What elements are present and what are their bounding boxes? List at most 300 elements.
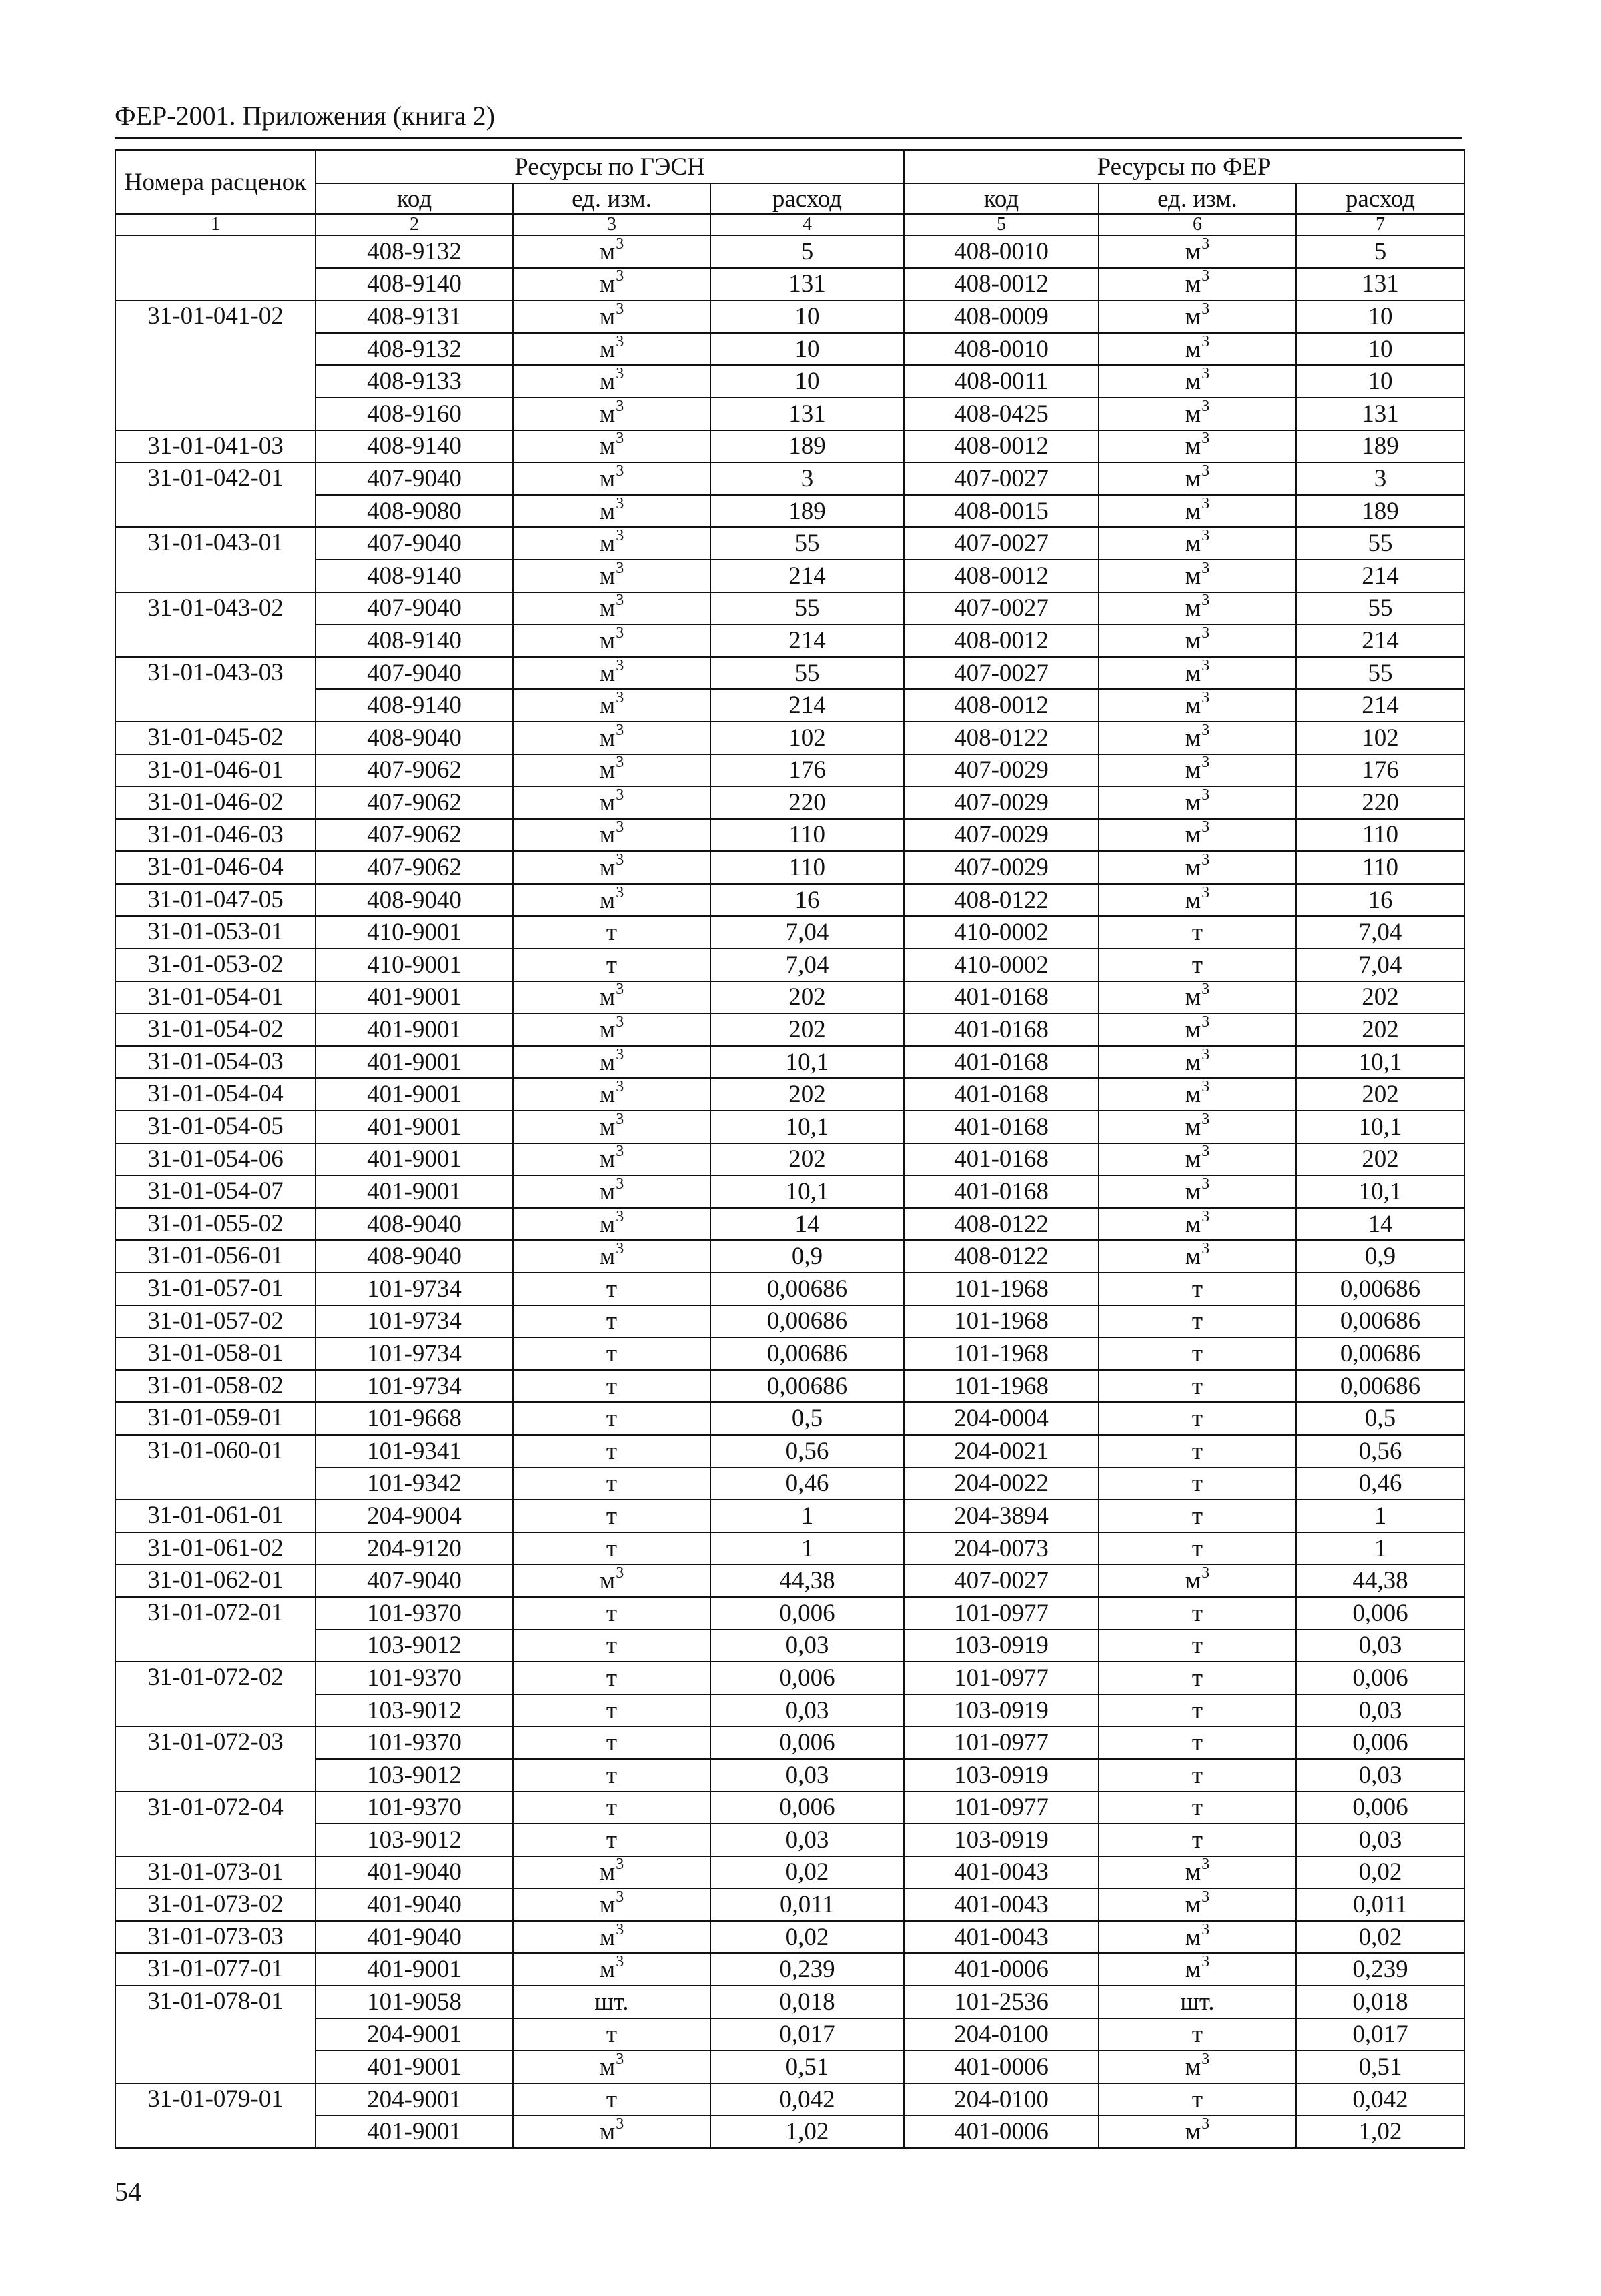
cell-fer-consumption: 7,04 bbox=[1296, 916, 1464, 949]
cell-gesn-consumption: 176 bbox=[710, 754, 904, 787]
table-row bbox=[115, 1759, 1464, 1792]
cell-fer-unit: т bbox=[1099, 2083, 1296, 2116]
cell-fer-unit: $м^3$ bbox=[1099, 592, 1296, 625]
table-row bbox=[115, 657, 1464, 690]
cell-fer-unit: т bbox=[1099, 1370, 1296, 1403]
cell-fer-consumption: 202 bbox=[1296, 981, 1464, 1014]
cell-gesn-consumption: 14 bbox=[710, 1208, 904, 1241]
cell-gesn-consumption: 1,02 bbox=[710, 2115, 904, 2148]
unit-exponent: 3 bbox=[1201, 494, 1210, 512]
cell-gesn-consumption: 189 bbox=[710, 495, 904, 528]
cell-fer-unit: $м^3$ bbox=[1099, 851, 1296, 884]
unit-exponent: 3 bbox=[616, 559, 624, 577]
unit-exponent: 3 bbox=[616, 721, 624, 739]
cell-gesn-consumption: 0,006 bbox=[710, 1597, 904, 1630]
cell-fer-consumption: 10,1 bbox=[1296, 1175, 1464, 1208]
cell-fer-code: 103-0919 bbox=[904, 1824, 1099, 1856]
table-row bbox=[115, 1435, 1464, 1468]
cell-fer-code: 408-0012 bbox=[904, 560, 1099, 592]
col-index: 6 bbox=[1099, 214, 1296, 235]
unit-exponent: 3 bbox=[616, 267, 624, 285]
cell-gesn-unit: т bbox=[513, 1337, 710, 1370]
cell-fer-consumption: 0,02 bbox=[1296, 1921, 1464, 1954]
cell-gesn-unit: т bbox=[513, 1305, 710, 1338]
cell-fer-code: 101-1968 bbox=[904, 1305, 1099, 1338]
cell-fer-code: 401-0006 bbox=[904, 2115, 1099, 2148]
cell-fer-consumption: 202 bbox=[1296, 1078, 1464, 1111]
cell-fer-unit: т bbox=[1099, 1305, 1296, 1338]
cell-gesn-consumption: 110 bbox=[710, 851, 904, 884]
cell-gesn-unit: $м^3$ bbox=[513, 2115, 710, 2148]
cell-fer-code: 410-0002 bbox=[904, 949, 1099, 981]
table-row bbox=[115, 1986, 1464, 2019]
cell-fer-code: 401-0043 bbox=[904, 1856, 1099, 1889]
cell-fer-consumption: 10 bbox=[1296, 300, 1464, 333]
unit-exponent: 3 bbox=[616, 592, 624, 610]
cell-gesn-code: 408-9132 bbox=[316, 333, 513, 366]
cell-fer-consumption: 102 bbox=[1296, 722, 1464, 754]
unit-exponent: 3 bbox=[616, 818, 624, 836]
cell-fer-code: 408-0010 bbox=[904, 235, 1099, 268]
cell-gesn-consumption: 202 bbox=[710, 1013, 904, 1046]
cell-gesn-unit: $м^3$ bbox=[513, 1921, 710, 1954]
cell-fer-unit: $м^3$ bbox=[1099, 300, 1296, 333]
cell-rate-number: 31-01-045-02 bbox=[115, 722, 316, 754]
table-row bbox=[115, 527, 1464, 560]
unit-exponent: 3 bbox=[616, 397, 624, 415]
cell-gesn-unit: $м^3$ bbox=[513, 754, 710, 787]
cell-gesn-consumption: 0,03 bbox=[710, 1759, 904, 1792]
cell-rate-number: 31-01-054-02 bbox=[115, 1013, 316, 1046]
cell-rate-number: 31-01-061-02 bbox=[115, 1532, 316, 1565]
cell-fer-code: 401-0168 bbox=[904, 981, 1099, 1014]
cell-fer-unit: т bbox=[1099, 1273, 1296, 1305]
unit-exponent: 3 bbox=[616, 1175, 624, 1193]
unit-exponent: 3 bbox=[616, 1240, 624, 1258]
cell-fer-unit: $м^3$ bbox=[1099, 2115, 1296, 2148]
header-rule bbox=[115, 137, 1462, 139]
cell-rate-number: 31-01-043-03 bbox=[115, 657, 316, 722]
cell-rate-number: 31-01-061-01 bbox=[115, 1500, 316, 1532]
cell-gesn-unit: т bbox=[513, 949, 710, 981]
cell-rate-number: 31-01-072-04 bbox=[115, 1792, 316, 1856]
col-header-fer-code: код bbox=[904, 183, 1099, 214]
cell-gesn-unit: т bbox=[513, 1792, 710, 1824]
unit-exponent: 3 bbox=[1201, 1920, 1210, 1938]
cell-fer-unit: $м^3$ bbox=[1099, 1856, 1296, 1889]
unit-exponent: 3 bbox=[616, 235, 624, 253]
cell-gesn-code: 407-9062 bbox=[316, 819, 513, 852]
cell-fer-consumption: 14 bbox=[1296, 1208, 1464, 1241]
cell-gesn-consumption: 0,00686 bbox=[710, 1305, 904, 1338]
cell-gesn-unit: $м^3$ bbox=[513, 851, 710, 884]
cell-rate-number: 31-01-043-01 bbox=[115, 527, 316, 592]
cell-fer-consumption: 0,006 bbox=[1296, 1726, 1464, 1759]
cell-fer-consumption: 220 bbox=[1296, 786, 1464, 819]
cell-gesn-unit: т bbox=[513, 1273, 710, 1305]
cell-gesn-code: 408-9140 bbox=[316, 560, 513, 592]
cell-gesn-unit: $м^3$ bbox=[513, 560, 710, 592]
unit-exponent: 3 bbox=[616, 981, 624, 999]
cell-fer-consumption: 0,00686 bbox=[1296, 1305, 1464, 1338]
cell-fer-code: 401-0168 bbox=[904, 1175, 1099, 1208]
cell-fer-unit: т bbox=[1099, 1468, 1296, 1500]
cell-fer-unit: $м^3$ bbox=[1099, 1143, 1296, 1176]
cell-gesn-consumption: 214 bbox=[710, 689, 904, 722]
cell-fer-code: 401-0168 bbox=[904, 1013, 1099, 1046]
cell-fer-consumption: 0,56 bbox=[1296, 1435, 1464, 1468]
cell-rate-number: 31-01-057-02 bbox=[115, 1305, 316, 1338]
cell-fer-code: 401-0168 bbox=[904, 1143, 1099, 1176]
cell-fer-code: 407-0027 bbox=[904, 592, 1099, 625]
cell-gesn-code: 408-9040 bbox=[316, 1240, 513, 1273]
cell-fer-unit: т bbox=[1099, 1435, 1296, 1468]
cell-gesn-code: 407-9062 bbox=[316, 754, 513, 787]
table-row bbox=[115, 1856, 1464, 1889]
cell-gesn-consumption: 0,03 bbox=[710, 1694, 904, 1727]
cell-gesn-code: 101-9058 bbox=[316, 1986, 513, 2019]
table-row bbox=[115, 1013, 1464, 1046]
unit-exponent: 3 bbox=[1201, 689, 1210, 707]
cell-fer-unit: $м^3$ bbox=[1099, 430, 1296, 463]
cell-rate-number: 31-01-043-02 bbox=[115, 592, 316, 657]
cell-fer-unit: $м^3$ bbox=[1099, 884, 1296, 917]
table-row bbox=[115, 624, 1464, 657]
table-row bbox=[115, 916, 1464, 949]
unit-exponent: 3 bbox=[1201, 2115, 1210, 2133]
unit-exponent: 3 bbox=[1201, 786, 1210, 804]
cell-rate-number: 31-01-046-01 bbox=[115, 754, 316, 787]
table-row bbox=[115, 1240, 1464, 1273]
unit-exponent: 3 bbox=[1201, 721, 1210, 739]
table-row bbox=[115, 1370, 1464, 1403]
cell-gesn-consumption: 10 bbox=[710, 300, 904, 333]
cell-fer-code: 408-0012 bbox=[904, 268, 1099, 301]
cell-fer-code: 101-0977 bbox=[904, 1726, 1099, 1759]
cell-fer-consumption: 10,1 bbox=[1296, 1111, 1464, 1143]
cell-gesn-unit: $м^3$ bbox=[513, 1013, 710, 1046]
col-index: 2 bbox=[316, 214, 513, 235]
cell-rate-number: 31-01-073-02 bbox=[115, 1888, 316, 1921]
cell-fer-code: 407-0027 bbox=[904, 527, 1099, 560]
cell-gesn-unit: $м^3$ bbox=[513, 1240, 710, 1273]
cell-gesn-unit: $м^3$ bbox=[513, 430, 710, 463]
cell-gesn-consumption: 0,5 bbox=[710, 1402, 904, 1435]
cell-rate-number: 31-01-054-01 bbox=[115, 981, 316, 1014]
unit-exponent: 3 bbox=[616, 1045, 624, 1063]
cell-fer-consumption: 1,02 bbox=[1296, 2115, 1464, 2148]
table-row bbox=[115, 1726, 1464, 1759]
cell-fer-code: 401-0043 bbox=[904, 1921, 1099, 1954]
cell-fer-unit: $м^3$ bbox=[1099, 527, 1296, 560]
cell-fer-unit: $м^3$ bbox=[1099, 365, 1296, 398]
col-header-fer-consumption: расход bbox=[1296, 183, 1464, 214]
cell-fer-code: 408-0425 bbox=[904, 398, 1099, 430]
cell-fer-unit: $м^3$ bbox=[1099, 1888, 1296, 1921]
cell-fer-unit: т bbox=[1099, 949, 1296, 981]
unit-exponent: 3 bbox=[616, 1013, 624, 1031]
cell-rate-number: 31-01-054-06 bbox=[115, 1143, 316, 1176]
cell-gesn-unit: т bbox=[513, 2083, 710, 2116]
cell-gesn-consumption: 16 bbox=[710, 884, 904, 917]
cell-gesn-unit: т bbox=[513, 1532, 710, 1565]
cell-gesn-unit: $м^3$ bbox=[513, 1953, 710, 1986]
cell-fer-code: 103-0919 bbox=[904, 1694, 1099, 1727]
cell-gesn-unit: $м^3$ bbox=[513, 268, 710, 301]
table-row bbox=[115, 1662, 1464, 1694]
table-row bbox=[115, 2051, 1464, 2083]
cell-gesn-consumption: 202 bbox=[710, 1078, 904, 1111]
unit-exponent: 3 bbox=[1201, 981, 1210, 999]
table-row bbox=[115, 333, 1464, 366]
cell-rate-number: 31-01-054-04 bbox=[115, 1078, 316, 1111]
cell-fer-code: 407-0027 bbox=[904, 657, 1099, 690]
cell-gesn-consumption: 0,006 bbox=[710, 1662, 904, 1694]
cell-fer-code: 204-0021 bbox=[904, 1435, 1099, 1468]
table-row bbox=[115, 1468, 1464, 1500]
table-row bbox=[115, 2115, 1464, 2148]
cell-fer-consumption: 0,03 bbox=[1296, 1694, 1464, 1727]
cell-fer-unit: т bbox=[1099, 1759, 1296, 1792]
cell-fer-code: 407-0027 bbox=[904, 462, 1099, 495]
cell-gesn-code: 408-9133 bbox=[316, 365, 513, 398]
cell-gesn-unit: т bbox=[513, 1370, 710, 1403]
unit-exponent: 3 bbox=[616, 1564, 624, 1582]
unit-exponent: 3 bbox=[616, 1856, 624, 1874]
cell-gesn-code: 401-9001 bbox=[316, 1078, 513, 1111]
cell-fer-unit: т bbox=[1099, 1500, 1296, 1532]
cell-gesn-unit: т bbox=[513, 1630, 710, 1662]
cell-gesn-unit: т bbox=[513, 916, 710, 949]
cell-gesn-consumption: 202 bbox=[710, 1143, 904, 1176]
cell-gesn-code: 410-9001 bbox=[316, 949, 513, 981]
cell-gesn-code: 103-9012 bbox=[316, 1759, 513, 1792]
cell-gesn-unit: $м^3$ bbox=[513, 235, 710, 268]
cell-rate-number: 31-01-041-03 bbox=[115, 430, 316, 463]
table-row bbox=[115, 398, 1464, 430]
cell-gesn-consumption: 1 bbox=[710, 1500, 904, 1532]
unit-exponent: 3 bbox=[1201, 430, 1210, 448]
cell-fer-unit: т bbox=[1099, 1402, 1296, 1435]
cell-gesn-consumption: 7,04 bbox=[710, 916, 904, 949]
cell-gesn-unit: $м^3$ bbox=[513, 495, 710, 528]
cell-gesn-code: 101-9370 bbox=[316, 1726, 513, 1759]
cell-gesn-code: 101-9370 bbox=[316, 1662, 513, 1694]
cell-fer-code: 401-0168 bbox=[904, 1111, 1099, 1143]
cell-fer-code: 101-0977 bbox=[904, 1662, 1099, 1694]
cell-gesn-code: 101-9734 bbox=[316, 1273, 513, 1305]
cell-fer-consumption: 214 bbox=[1296, 560, 1464, 592]
cell-gesn-consumption: 0,011 bbox=[710, 1888, 904, 1921]
table-row bbox=[115, 1630, 1464, 1662]
cell-fer-unit: $м^3$ bbox=[1099, 495, 1296, 528]
cell-fer-unit: т bbox=[1099, 1337, 1296, 1370]
cell-gesn-consumption: 7,04 bbox=[710, 949, 904, 981]
cell-fer-code: 103-0919 bbox=[904, 1630, 1099, 1662]
cell-fer-unit: $м^3$ bbox=[1099, 722, 1296, 754]
unit-exponent: 3 bbox=[616, 462, 624, 480]
table-row bbox=[115, 1273, 1464, 1305]
cell-fer-code: 101-0977 bbox=[904, 1792, 1099, 1824]
unit-exponent: 3 bbox=[1201, 559, 1210, 577]
table-row bbox=[115, 786, 1464, 819]
unit-exponent: 3 bbox=[1201, 656, 1210, 674]
cell-gesn-consumption: 0,9 bbox=[710, 1240, 904, 1273]
cell-gesn-unit: $м^3$ bbox=[513, 1111, 710, 1143]
cell-gesn-code: 407-9040 bbox=[316, 1564, 513, 1597]
cell-gesn-consumption: 0,03 bbox=[710, 1630, 904, 1662]
cell-fer-consumption: 0,00686 bbox=[1296, 1273, 1464, 1305]
cell-gesn-consumption: 0,00686 bbox=[710, 1273, 904, 1305]
cell-gesn-unit: шт. bbox=[513, 1986, 710, 2019]
cell-fer-consumption: 0,51 bbox=[1296, 2051, 1464, 2083]
cell-rate-number: 31-01-055-02 bbox=[115, 1208, 316, 1241]
cell-rate-number: 31-01-077-01 bbox=[115, 1953, 316, 1986]
cell-gesn-code: 407-9040 bbox=[316, 527, 513, 560]
cell-rate-number: 31-01-053-01 bbox=[115, 916, 316, 949]
cell-fer-code: 407-0027 bbox=[904, 1564, 1099, 1597]
unit-exponent: 3 bbox=[1201, 1207, 1210, 1225]
cell-gesn-consumption: 0,02 bbox=[710, 1921, 904, 1954]
cell-gesn-code: 101-9342 bbox=[316, 1468, 513, 1500]
cell-fer-unit: $м^3$ bbox=[1099, 462, 1296, 495]
cell-gesn-consumption: 214 bbox=[710, 560, 904, 592]
resources-table bbox=[115, 149, 1465, 2149]
cell-gesn-unit: т bbox=[513, 1694, 710, 1727]
cell-rate-number: 31-01-072-02 bbox=[115, 1662, 316, 1726]
table-row bbox=[115, 1500, 1464, 1532]
cell-fer-code: 407-0029 bbox=[904, 851, 1099, 884]
cell-gesn-code: 407-9040 bbox=[316, 657, 513, 690]
cell-gesn-consumption: 0,006 bbox=[710, 1792, 904, 1824]
cell-rate-number: 31-01-056-01 bbox=[115, 1240, 316, 1273]
cell-rate-number: 31-01-059-01 bbox=[115, 1402, 316, 1435]
cell-gesn-code: 407-9062 bbox=[316, 851, 513, 884]
cell-gesn-unit: $м^3$ bbox=[513, 365, 710, 398]
unit-exponent: 3 bbox=[616, 883, 624, 901]
cell-fer-unit: $м^3$ bbox=[1099, 1208, 1296, 1241]
cell-fer-unit: $м^3$ bbox=[1099, 1240, 1296, 1273]
cell-fer-unit: $м^3$ bbox=[1099, 235, 1296, 268]
cell-rate-number: 31-01-078-01 bbox=[115, 1986, 316, 2083]
cell-gesn-unit: $м^3$ bbox=[513, 819, 710, 852]
cell-gesn-consumption: 1 bbox=[710, 1532, 904, 1565]
cell-gesn-code: 101-9734 bbox=[316, 1370, 513, 1403]
cell-fer-consumption: 0,239 bbox=[1296, 1953, 1464, 1986]
cell-fer-unit: $м^3$ bbox=[1099, 981, 1296, 1014]
cell-gesn-code: 101-9734 bbox=[316, 1337, 513, 1370]
cell-fer-code: 408-0012 bbox=[904, 689, 1099, 722]
cell-gesn-code: 401-9001 bbox=[316, 2051, 513, 2083]
cell-rate-number: 31-01-072-03 bbox=[115, 1726, 316, 1791]
unit-exponent: 3 bbox=[616, 300, 624, 318]
cell-fer-unit: $м^3$ bbox=[1099, 1564, 1296, 1597]
cell-fer-code: 101-1968 bbox=[904, 1273, 1099, 1305]
cell-fer-code: 204-0100 bbox=[904, 2083, 1099, 2116]
cell-rate-number: 31-01-054-05 bbox=[115, 1111, 316, 1143]
cell-rate-number: 31-01-046-03 bbox=[115, 819, 316, 852]
cell-fer-unit: $м^3$ bbox=[1099, 819, 1296, 852]
cell-gesn-consumption: 202 bbox=[710, 981, 904, 1014]
cell-gesn-consumption: 10 bbox=[710, 333, 904, 366]
cell-fer-unit: $м^3$ bbox=[1099, 1953, 1296, 1986]
cell-gesn-unit: т bbox=[513, 1435, 710, 1468]
cell-fer-consumption: 0,006 bbox=[1296, 1597, 1464, 1630]
cell-fer-code: 408-0011 bbox=[904, 365, 1099, 398]
unit-exponent: 3 bbox=[1201, 754, 1210, 772]
cell-fer-consumption: 0,46 bbox=[1296, 1468, 1464, 1500]
cell-gesn-consumption: 3 bbox=[710, 462, 904, 495]
cell-fer-consumption: 1 bbox=[1296, 1500, 1464, 1532]
unit-exponent: 3 bbox=[1201, 1856, 1210, 1874]
cell-gesn-code: 407-9062 bbox=[316, 786, 513, 819]
col-index: 1 bbox=[115, 214, 316, 235]
cell-gesn-consumption: 10 bbox=[710, 365, 904, 398]
unit-exponent: 3 bbox=[1201, 397, 1210, 415]
cell-gesn-unit: $м^3$ bbox=[513, 1888, 710, 1921]
cell-gesn-code: 401-9001 bbox=[316, 1175, 513, 1208]
col-index: 7 bbox=[1296, 214, 1464, 235]
cell-gesn-code: 407-9040 bbox=[316, 462, 513, 495]
cell-gesn-consumption: 189 bbox=[710, 430, 904, 463]
cell-gesn-code: 101-9341 bbox=[316, 1435, 513, 1468]
unit-exponent: 3 bbox=[1201, 462, 1210, 480]
table-row bbox=[115, 851, 1464, 884]
unit-exponent: 3 bbox=[616, 754, 624, 772]
unit-exponent: 3 bbox=[616, 689, 624, 707]
cell-gesn-consumption: 102 bbox=[710, 722, 904, 754]
cell-fer-consumption: 3 bbox=[1296, 462, 1464, 495]
cell-fer-unit: $м^3$ bbox=[1099, 2051, 1296, 2083]
cell-gesn-unit: $м^3$ bbox=[513, 462, 710, 495]
table-row bbox=[115, 2083, 1464, 2116]
unit-exponent: 3 bbox=[616, 1953, 624, 1971]
cell-fer-unit: $м^3$ bbox=[1099, 624, 1296, 657]
unit-exponent: 3 bbox=[616, 1143, 624, 1161]
cell-gesn-code: 401-9001 bbox=[316, 1046, 513, 1079]
cell-fer-consumption: 0,5 bbox=[1296, 1402, 1464, 1435]
unit-exponent: 3 bbox=[616, 2115, 624, 2133]
cell-fer-unit: т bbox=[1099, 1824, 1296, 1856]
cell-fer-code: 101-2536 bbox=[904, 1986, 1099, 2019]
cell-gesn-unit: т bbox=[513, 1662, 710, 1694]
cell-gesn-code: 204-9001 bbox=[316, 2019, 513, 2051]
cell-fer-consumption: 5 bbox=[1296, 235, 1464, 268]
col-header-fer-unit: ед. изм. bbox=[1099, 183, 1296, 214]
unit-exponent: 3 bbox=[1201, 1953, 1210, 1971]
cell-fer-code: 408-0122 bbox=[904, 884, 1099, 917]
cell-fer-consumption: 131 bbox=[1296, 398, 1464, 430]
cell-rate-number: 31-01-073-01 bbox=[115, 1856, 316, 1889]
table-row bbox=[115, 819, 1464, 852]
cell-fer-code: 407-0029 bbox=[904, 786, 1099, 819]
cell-fer-consumption: 214 bbox=[1296, 689, 1464, 722]
unit-exponent: 3 bbox=[616, 1110, 624, 1128]
cell-fer-code: 401-0006 bbox=[904, 1953, 1099, 1986]
cell-gesn-consumption: 0,51 bbox=[710, 2051, 904, 2083]
cell-gesn-consumption: 0,017 bbox=[710, 2019, 904, 2051]
cell-fer-consumption: 10 bbox=[1296, 333, 1464, 366]
cell-rate-number: 31-01-072-01 bbox=[115, 1597, 316, 1662]
cell-gesn-unit: $м^3$ bbox=[513, 398, 710, 430]
table-row bbox=[115, 1337, 1464, 1370]
cell-fer-unit: $м^3$ bbox=[1099, 560, 1296, 592]
cell-fer-consumption: 0,9 bbox=[1296, 1240, 1464, 1273]
cell-fer-unit: шт. bbox=[1099, 1986, 1296, 2019]
cell-fer-consumption: 0,03 bbox=[1296, 1759, 1464, 1792]
cell-fer-consumption: 7,04 bbox=[1296, 949, 1464, 981]
table-row bbox=[115, 1792, 1464, 1824]
